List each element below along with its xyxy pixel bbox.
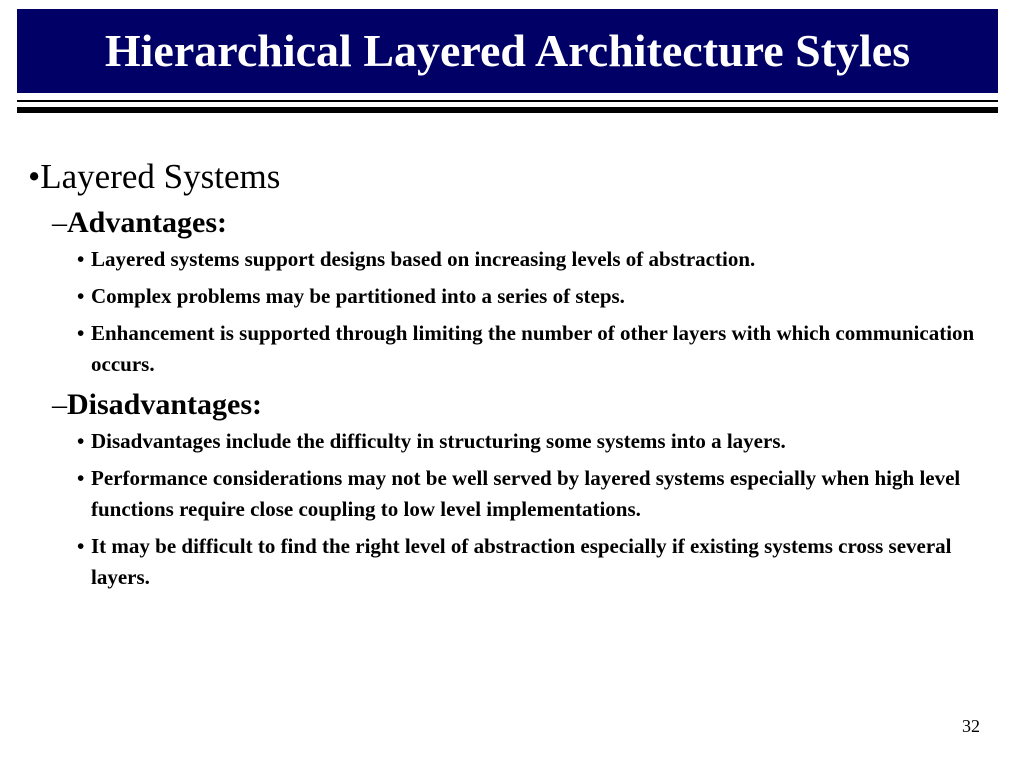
divider-thick: [17, 107, 998, 113]
list-item: [77, 426, 988, 457]
list-item-text: Performance considerations may not be well served by layered systems especially when high level functions require close coupling to low level implementations.: [91, 466, 961, 521]
list-item: [77, 281, 988, 312]
list-item: [77, 531, 988, 593]
bullet-text: Layered Systems: [40, 157, 281, 196]
heading-text: Advantages:: [67, 206, 228, 239]
list-item-text: Enhancement is supported through limiting the number of other layers with which communication occurs.: [91, 321, 975, 376]
disadvantages-list: [28, 426, 988, 593]
bullet-glyph: •: [77, 534, 85, 558]
bullet-glyph: •: [77, 429, 85, 453]
divider-thin: [17, 100, 998, 102]
slide-title: Hierarchical Layered Architecture Styles: [104, 25, 911, 76]
dash-glyph: –: [52, 388, 67, 421]
list-item-text: Layered systems support designs based on increasing levels of abstraction.: [91, 247, 756, 271]
list-item: [77, 244, 988, 275]
heading-text: Disadvantages:: [67, 388, 263, 421]
bullet-glyph: •: [77, 466, 85, 490]
bullet-glyph: •: [77, 284, 85, 308]
slide-body: [28, 156, 988, 599]
bullet-glyph: •: [77, 247, 85, 271]
list-item-text: It may be difficult to find the right level of abstraction especially if existing systems cross several layers.: [91, 534, 952, 589]
advantages-heading: [52, 204, 988, 242]
bullet-glyph: •: [28, 157, 41, 196]
bullet-glyph: •: [77, 321, 85, 345]
bullet-layered-systems: [28, 156, 988, 198]
page-number: 32: [962, 716, 980, 736]
list-item: [77, 463, 988, 525]
dash-glyph: –: [52, 206, 67, 239]
title-bar: [17, 9, 998, 93]
disadvantages-heading: [52, 386, 988, 424]
advantages-list: [28, 244, 988, 380]
list-item-text: Disadvantages include the difficulty in structuring some systems into a layers.: [91, 429, 786, 453]
list-item-text: Complex problems may be partitioned into a series of steps.: [91, 284, 625, 308]
list-item: [77, 318, 988, 380]
